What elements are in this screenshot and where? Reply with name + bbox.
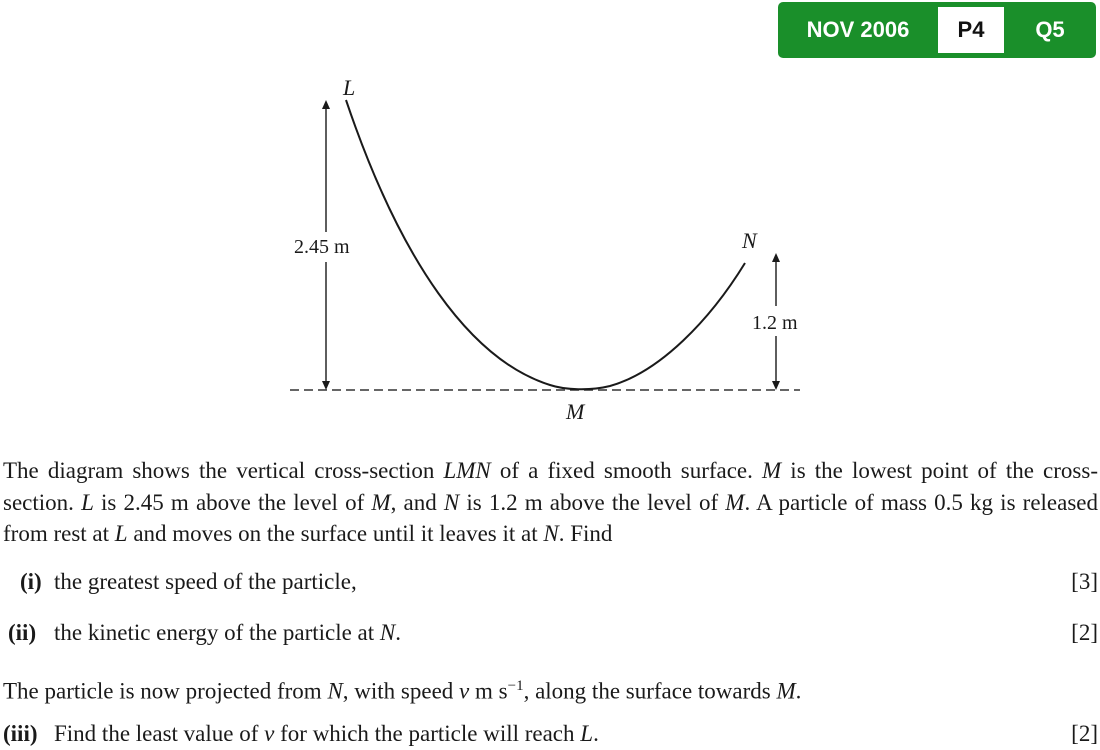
exam-session-label: NOV 2006	[806, 17, 910, 42]
point-label-L: L	[343, 75, 356, 100]
marks-label: [2]	[1071, 721, 1098, 746]
part-number: (iii)	[3, 721, 38, 746]
height-label-N: 1.2 m	[752, 312, 798, 334]
question-number-label: Q5	[1035, 17, 1065, 42]
paper-number-label: P4	[938, 7, 1004, 53]
part-text: Find the least value of v for which the particle will reach L.	[54, 721, 599, 746]
point-label-M: M	[566, 399, 585, 424]
marks-label: [3]	[1071, 569, 1098, 594]
part-text: the kinetic energy of the particle at N.	[54, 620, 402, 645]
point-label-N: N	[742, 228, 757, 253]
question-stem: The diagram shows the vertical cross-section LMN of a fixed smooth surface. M is the lowest point of the cross-section. L is 2.45 m above the level of M, and N is 1.2 m above the level of M. A particle of mass 0.5 kg is released from rest at L and moves on the surface until it leaves it at N. Find	[3, 458, 1098, 546]
marks-label: [2]	[1071, 620, 1098, 645]
part-text: the greatest speed of the particle,	[54, 569, 357, 594]
part-number: (ii)	[8, 620, 37, 645]
part-number: (i)	[20, 569, 42, 594]
surface-curve	[346, 100, 745, 389]
height-label-L: 2.45 m	[294, 236, 350, 258]
